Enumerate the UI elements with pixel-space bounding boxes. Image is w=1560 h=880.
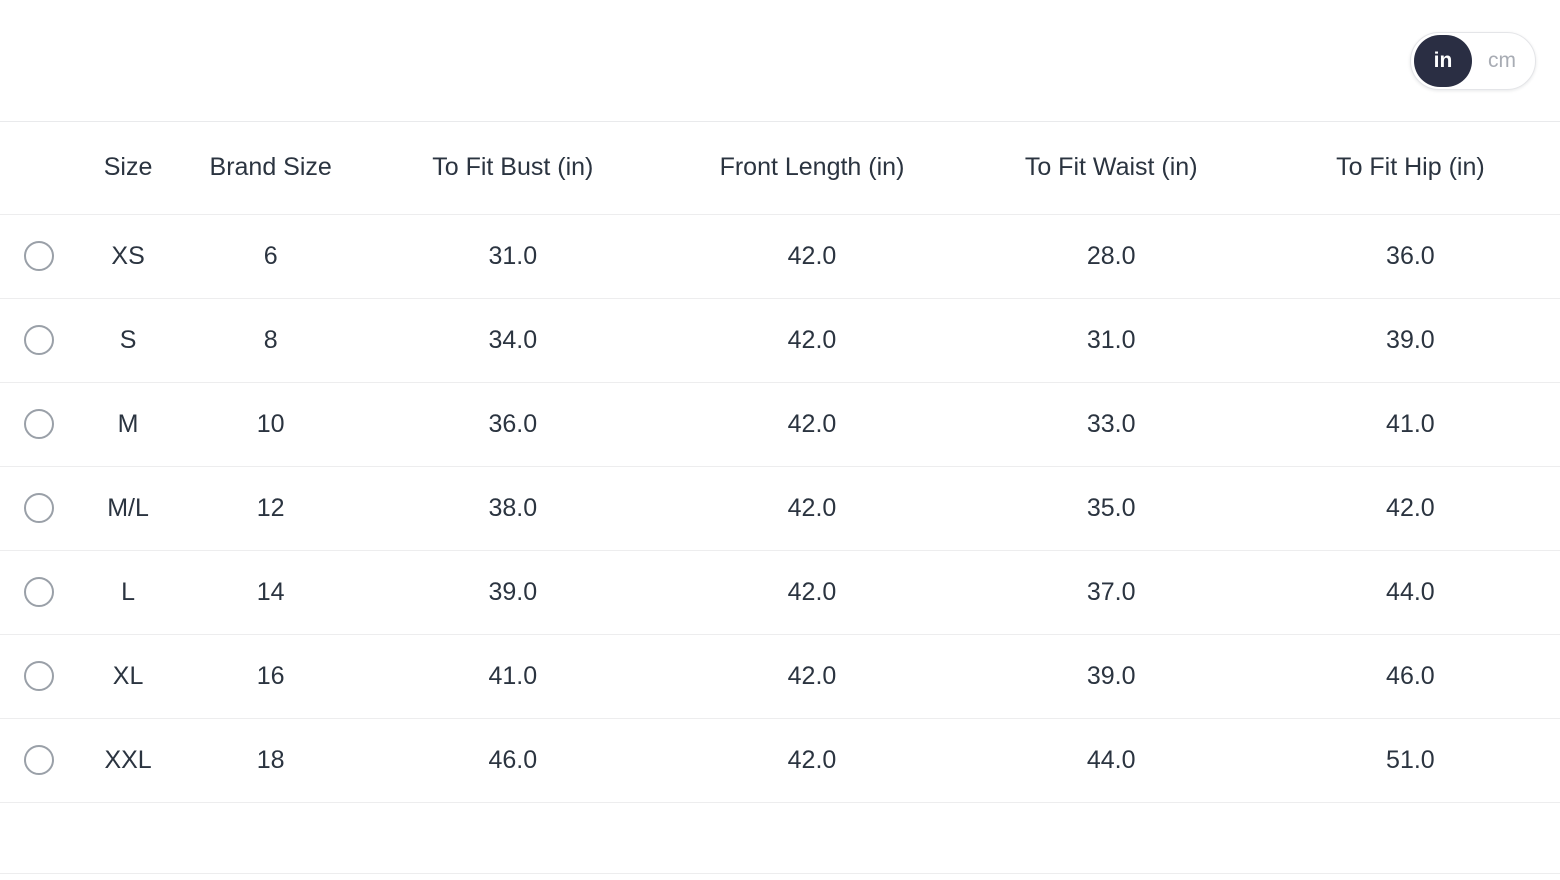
radio-icon[interactable] xyxy=(24,661,54,691)
cell-hip: 42.0 xyxy=(1386,493,1435,522)
column-header-hip: To Fit Hip (in) xyxy=(1261,122,1560,214)
cell-hip: 51.0 xyxy=(1386,745,1435,774)
unit-option-cm[interactable]: cm xyxy=(1488,48,1516,72)
cell-size: M/L xyxy=(107,493,149,522)
cell-waist: 35.0 xyxy=(1086,493,1136,522)
row-select-cell[interactable] xyxy=(0,466,78,550)
unit-toggle-bar xyxy=(0,0,1560,122)
cell-size: XL xyxy=(112,661,144,690)
radio-icon[interactable] xyxy=(24,577,54,607)
cell-waist: 28.0 xyxy=(1086,241,1136,270)
cell-front-length: 42.0 xyxy=(787,241,837,270)
table-row[interactable] xyxy=(0,634,1560,718)
row-select-cell[interactable] xyxy=(0,718,78,802)
size-chart-table xyxy=(0,122,1560,803)
cell-waist: 44.0 xyxy=(1086,745,1136,774)
radio-icon[interactable] xyxy=(24,745,54,775)
unit-toggle[interactable] xyxy=(1410,32,1536,90)
cell-brand-size: 16 xyxy=(256,661,285,690)
cell-front-length: 42.0 xyxy=(787,325,837,354)
cell-brand-size: 10 xyxy=(256,409,285,438)
cell-front-length: 42.0 xyxy=(787,745,837,774)
table-row[interactable] xyxy=(0,718,1560,802)
cell-size: XS xyxy=(111,241,145,270)
cell-bust: 34.0 xyxy=(488,325,538,354)
cell-bust: 36.0 xyxy=(488,409,538,438)
cell-brand-size: 6 xyxy=(263,241,278,270)
column-header-size: Size xyxy=(78,122,178,214)
cell-hip: 39.0 xyxy=(1386,325,1435,354)
table-row[interactable] xyxy=(0,382,1560,466)
row-select-cell[interactable] xyxy=(0,550,78,634)
cell-hip: 44.0 xyxy=(1386,577,1435,606)
table-row[interactable] xyxy=(0,214,1560,298)
cell-size: M xyxy=(117,409,139,438)
column-header-select xyxy=(0,122,78,214)
column-header-waist: To Fit Waist (in) xyxy=(962,122,1261,214)
cell-size: L xyxy=(121,577,136,606)
column-header-bust: To Fit Bust (in) xyxy=(363,122,662,214)
table-header-row xyxy=(0,122,1560,214)
cell-size: XXL xyxy=(104,745,152,774)
cell-brand-size: 14 xyxy=(256,577,285,606)
table-header xyxy=(0,122,1560,214)
column-header-brand-size: Brand Size xyxy=(178,122,363,214)
column-header-front-length: Front Length (in) xyxy=(662,122,961,214)
radio-icon[interactable] xyxy=(24,241,54,271)
radio-icon[interactable] xyxy=(24,325,54,355)
table-row[interactable] xyxy=(0,550,1560,634)
footer-divider xyxy=(0,873,1560,874)
radio-icon[interactable] xyxy=(24,493,54,523)
cell-hip: 36.0 xyxy=(1386,241,1435,270)
cell-bust: 46.0 xyxy=(488,745,538,774)
cell-front-length: 42.0 xyxy=(787,409,837,438)
cell-hip: 41.0 xyxy=(1386,409,1435,438)
cell-brand-size: 8 xyxy=(263,325,278,354)
table-row[interactable] xyxy=(0,466,1560,550)
cell-front-length: 42.0 xyxy=(787,661,837,690)
cell-bust: 41.0 xyxy=(488,661,538,690)
row-select-cell[interactable] xyxy=(0,214,78,298)
table-body xyxy=(0,214,1560,802)
cell-waist: 31.0 xyxy=(1086,325,1136,354)
cell-waist: 37.0 xyxy=(1086,577,1136,606)
cell-waist: 33.0 xyxy=(1086,409,1136,438)
cell-size: S xyxy=(119,325,137,354)
cell-bust: 31.0 xyxy=(488,241,538,270)
cell-front-length: 42.0 xyxy=(787,493,837,522)
cell-hip: 46.0 xyxy=(1386,661,1435,690)
row-select-cell[interactable] xyxy=(0,634,78,718)
row-select-cell[interactable] xyxy=(0,382,78,466)
radio-icon[interactable] xyxy=(24,409,54,439)
cell-brand-size: 18 xyxy=(256,745,285,774)
cell-front-length: 42.0 xyxy=(787,577,837,606)
table-bottom-spacer xyxy=(0,803,1560,873)
cell-bust: 38.0 xyxy=(488,493,538,522)
cell-brand-size: 12 xyxy=(256,493,285,522)
table-row[interactable] xyxy=(0,298,1560,382)
row-select-cell[interactable] xyxy=(0,298,78,382)
cell-waist: 39.0 xyxy=(1086,661,1136,690)
cell-bust: 39.0 xyxy=(488,577,538,606)
unit-option-in[interactable]: in xyxy=(1414,35,1472,87)
